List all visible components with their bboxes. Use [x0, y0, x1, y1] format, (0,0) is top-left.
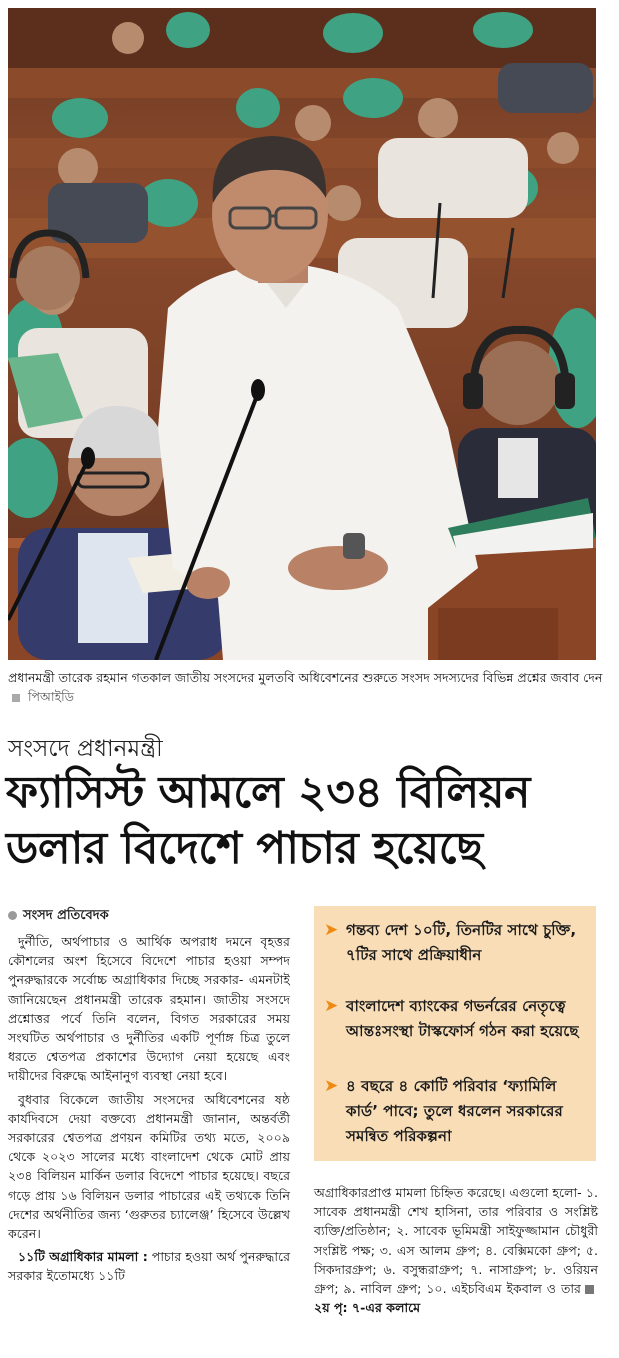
body-paragraph-3	[8, 1247, 290, 1285]
parliament-illustration	[8, 8, 596, 660]
body-paragraph-2: বুধবার বিকেলে জাতীয় সংসদের অধিবেশনের ষষ্ঠ কার্যদিবসে দেয়া বক্তব্যে প্রধানমন্ত্রী জানান, অন্তর্বর্তী সরকারের শ্বেতপত্র প্রণয়ন কমিটির তথ্য মতে, ২০০৯ থেকে ২০২৩ সালের মধ্যে বাংলাদেশ থেকে মোট প্রায় ২৩৪ বিলিয়ন মার্কিন ডলার বিদেশে পাচার হয়েছে। বছরে গড়ে প্রায় ১৬ বিলিয়ন ডলার পাচারের এই তথ্যকে তিনি দেশের অর্থনীতির জন্য ‘গুরুতর চ্যালেঞ্জ’ হিসেবে উল্লেখ করেন।	[8, 1091, 290, 1242]
highlight-item	[324, 918, 588, 968]
photo-caption	[8, 668, 608, 706]
arrow-right-icon: ➤	[324, 996, 339, 1016]
byline	[8, 906, 109, 927]
bullet-dot-icon	[8, 911, 17, 920]
news-photo	[8, 8, 596, 660]
headline-line-1: ফ্যাসিস্ট আমলে ২৩৪ বিলিয়ন	[6, 767, 530, 818]
body-paragraph-3-text: পাচার হওয়া অর্থ পুনরুদ্ধারে সরকার ইতোমধ্যে ১১টি	[8, 1249, 290, 1284]
body-right-text: অগ্রাধিকারপ্রাপ্ত মামলা চিহ্নিত করেছে। এগুলো হলো- ১. সাবেক প্রধানমন্ত্রী শেখ হাসিনা, তার পরিবার ও সংশ্লিষ্ট ব্যক্তি/প্রতিষ্ঠান; ২. সাবেক ভূমিমন্ত্রী সাইফুজ্জামান চৌধুরী সংশ্লিষ্ট পক্ষ; ৩. এস আলম গ্রুপ; ৪. বেক্সিমকো গ্রুপ; ৫. সিকদারগ্রুপ; ৬. বসুন্ধরাগ্রুপ; ৭. নাসাগ্রুপ; ৮. ওরিয়ন গ্রুপ; ৯. নাবিল গ্রুপ; ১০. এইচবিএম ইকবাল ও তার	[314, 1185, 598, 1297]
headline	[6, 765, 606, 877]
caption-separator-icon	[12, 694, 20, 702]
subhead: ১১টি অগ্রাধিকার মামলা :	[18, 1249, 148, 1265]
highlight-text: বাংলাদেশ ব্যাংকের গভর্নরের নেতৃত্বে আন্তঃসংস্থা টাস্কফোর্স গঠন করা হয়েছে	[346, 997, 579, 1040]
body-column-left	[8, 932, 290, 1290]
photo-credit: পিআইডি	[27, 689, 74, 704]
arrow-right-icon: ➤	[324, 1076, 339, 1096]
kicker: সংসদে প্রধানমন্ত্রী	[8, 736, 163, 762]
highlight-text: গন্তব্য দেশ ১০টি, তিনটির সাথে চুক্তি, ৭টির সাথে প্রক্রিয়াধীন	[346, 921, 577, 964]
caption-text: প্রধানমন্ত্রী তারেক রহমান গতকাল জাতীয় সংসদের মুলতবি অধিবেশনের শুরুতে সংসদ সদস্যদের বিভিন্ন প্রশ্নের জবাব দেন	[8, 670, 603, 685]
body-column-right	[314, 1183, 598, 1317]
highlight-text: ৪ বছরে ৪ কোটি পরিবার ‘ফ্যামিলি কার্ড’ পাবে; তুলে ধরলেন সরকারের সমন্বিত পরিকল্পনা	[346, 1077, 563, 1145]
highlight-box	[314, 906, 596, 1161]
arrow-right-icon: ➤	[324, 920, 339, 940]
headline-line-2: ডলার বিদেশে পাচার হয়েছে	[6, 823, 483, 874]
square-bullet-icon	[585, 1285, 594, 1294]
continued-on-page: ২য় পৃ: ৭-এর কলামে	[314, 1300, 421, 1316]
byline-text: সংসদ প্রতিবেদক	[23, 908, 109, 923]
highlight-item	[324, 994, 588, 1044]
body-paragraph-1: দুর্নীতি, অর্থপাচার ও আর্থিক অপরাধ দমনে বৃহত্তর কৌশলের অংশ হিসেবে বিদেশে পাচার হওয়া সম্পদ পুনরুদ্ধারকে সর্বোচ্চ অগ্রাধিকার দিচ্ছে সরকার- এমনটাই জানিয়েছেন প্রধানমন্ত্রী তারেক রহমান। জাতীয় সংসদে প্রশ্নোত্তর পর্বে তিনি বলেন, বিগত সরকারের সময় সংঘটিত অর্থপাচার ও দুর্নীতির একটি পূর্ণাঙ্গ চিত্র তুলে ধরতে শ্বেতপত্র প্রকাশের উদ্যোগ নেয়া হয়েছে এবং দায়ীদের বিরুদ্ধে আইনানুগ ব্যবস্থা নেয়া হবে।	[8, 934, 290, 1084]
highlight-item	[324, 1074, 588, 1149]
